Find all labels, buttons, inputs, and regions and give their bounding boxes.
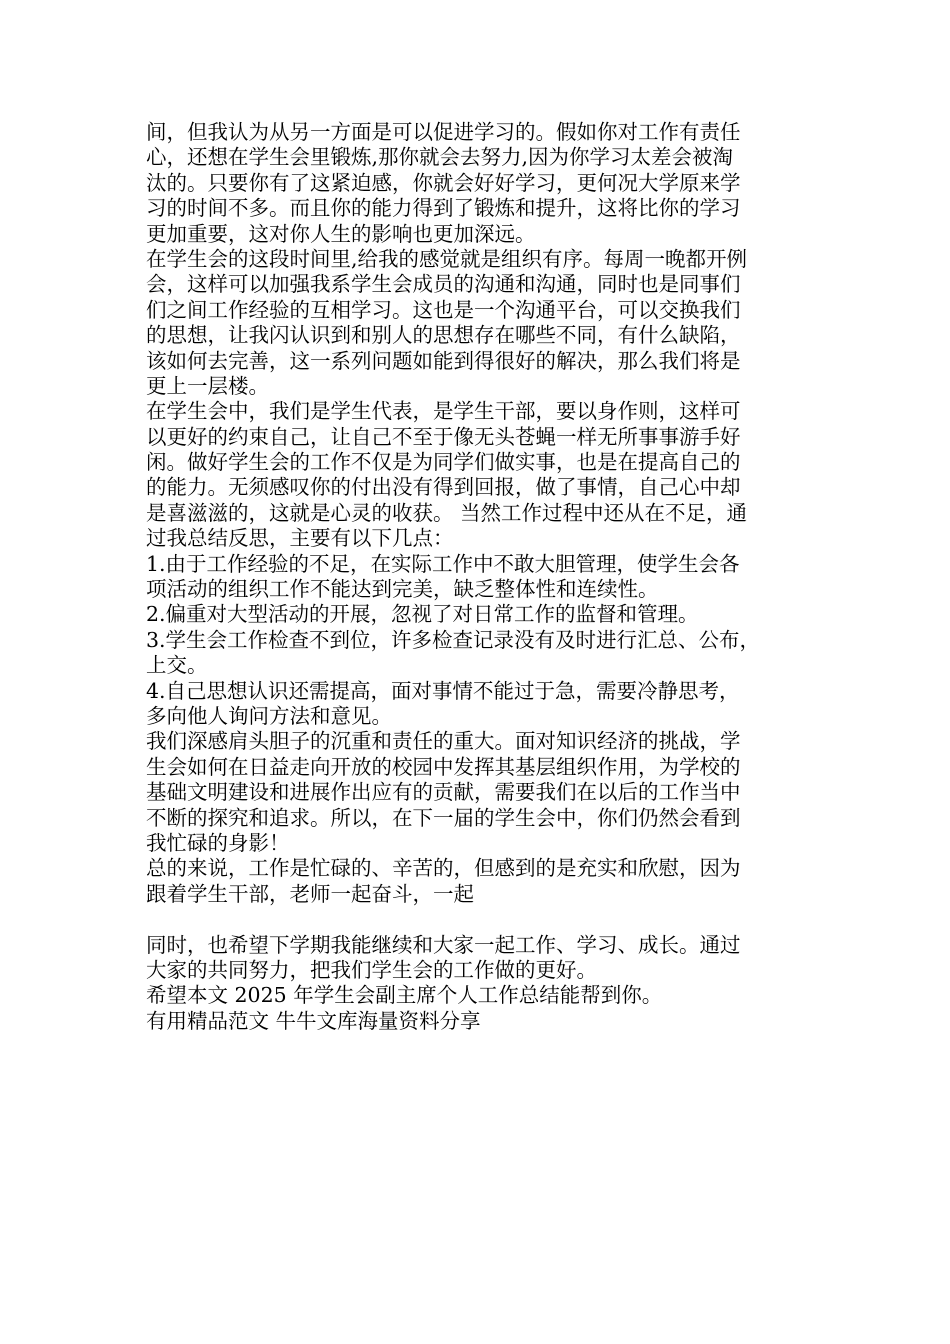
text-line: 更上一层楼。 — [146, 373, 269, 398]
text-line: 同时，也希望下学期我能继续和大家一起工作、学习、成长。通过 — [146, 932, 741, 957]
text-line: 的思想，让我闪认识到和别人的思想存在哪些不同，有什么缺陷， — [146, 323, 741, 348]
text-line: 该如何去完善，这一系列问题如能到得很好的解决，那么我们将是 — [146, 348, 741, 373]
text-line: 汰的。只要你有了这紧迫感，你就会好好学习，更何况大学原来学 — [146, 170, 741, 195]
text-line: 更加重要，这对你人生的影响也更加深远。 — [146, 221, 536, 246]
text-line: 在学生会中，我们是学生代表，是学生干部，要以身作则，这样可 — [146, 399, 741, 424]
document-body — [146, 120, 812, 1034]
text-line: 的能力。无须感叹你的付出没有得到回报，做了事情，自己心中却 — [146, 475, 741, 500]
text-line: 大家的共同努力，把我们学生会的工作做的更好。 — [146, 957, 597, 982]
text-line: 生会如何在日益走向开放的校园中发挥其基层组织作用，为学校的 — [146, 754, 741, 779]
text-line: 过我总结反思，主要有以下几点： — [146, 526, 454, 551]
text-line: 习的时间不多。而且你的能力得到了锻炼和提升，这将比你的学习 — [146, 196, 741, 221]
blank-line — [146, 907, 812, 932]
text-line: 会，这样可以加强我系学生会成员的沟通和沟通，同时也是同事们 — [146, 272, 741, 297]
list-item: 1.由于工作经验的不足，在实际工作中不敢大胆管理，使学生会各 — [146, 551, 740, 576]
list-item: 项活动的组织工作不能达到完美，缺乏整体性和连续性。 — [146, 577, 659, 602]
list-item: 多向他人询问方法和意见。 — [146, 703, 392, 728]
list-item: 2.偏重对大型活动的开展，忽视了对日常工作的监督和管理。 — [146, 602, 699, 627]
text-line: 跟着学生干部，老师一起奋斗，一起 — [146, 881, 474, 906]
text-line: 闲。做好学生会的工作不仅是为同学们做实事，也是在提高自己的 — [146, 450, 741, 475]
text-line: 希望本文 2025 年学生会副主席个人工作总结能帮到你。 — [146, 983, 663, 1008]
text-line: 间，但我认为从另一方面是可以促进学习的。假如你对工作有责任 — [146, 120, 741, 144]
text-line: 总的来说，工作是忙碌的、辛苦的，但感到的是充实和欣慰，因为 — [146, 856, 741, 881]
text-line: 不断的探究和追求。所以，在下一届的学生会中，你们仍然会看到 — [146, 805, 741, 830]
list-item: 3.学生会工作检查不到位，许多检查记录没有及时进行汇总、公布， — [146, 627, 761, 652]
footer-line: 有用精品范文 牛牛文库海量资料分享 — [146, 1008, 481, 1033]
text-line: 我们深感肩头胆子的沉重和责任的重大。面对知识经济的挑战，学 — [146, 729, 741, 754]
text-line: 在学生会的这段时间里,给我的感觉就是组织有序。每周一晚都开例 — [146, 246, 748, 271]
text-line: 我忙碌的身影！ — [146, 830, 290, 855]
list-item: 4.自己思想认识还需提高，面对事情不能过于急，需要冷静思考， — [146, 678, 740, 703]
text-line: 基础文明建设和进展作出应有的贡献，需要我们在以后的工作当中 — [146, 780, 741, 805]
text-line: 们之间工作经验的互相学习。这也是一个沟通平台，可以交换我们 — [146, 297, 741, 322]
text-line: 以更好的约束自己，让自己不至于像无头苍蝇一样无所事事游手好 — [146, 424, 741, 449]
text-line: 是喜滋滋的，这就是心灵的收获。 当然工作过程中还从在不足，通 — [146, 500, 748, 525]
list-item: 上交。 — [146, 653, 208, 678]
text-line: 心，还想在学生会里锻炼,那你就会去努力,因为你学习太差会被淘 — [146, 145, 734, 170]
